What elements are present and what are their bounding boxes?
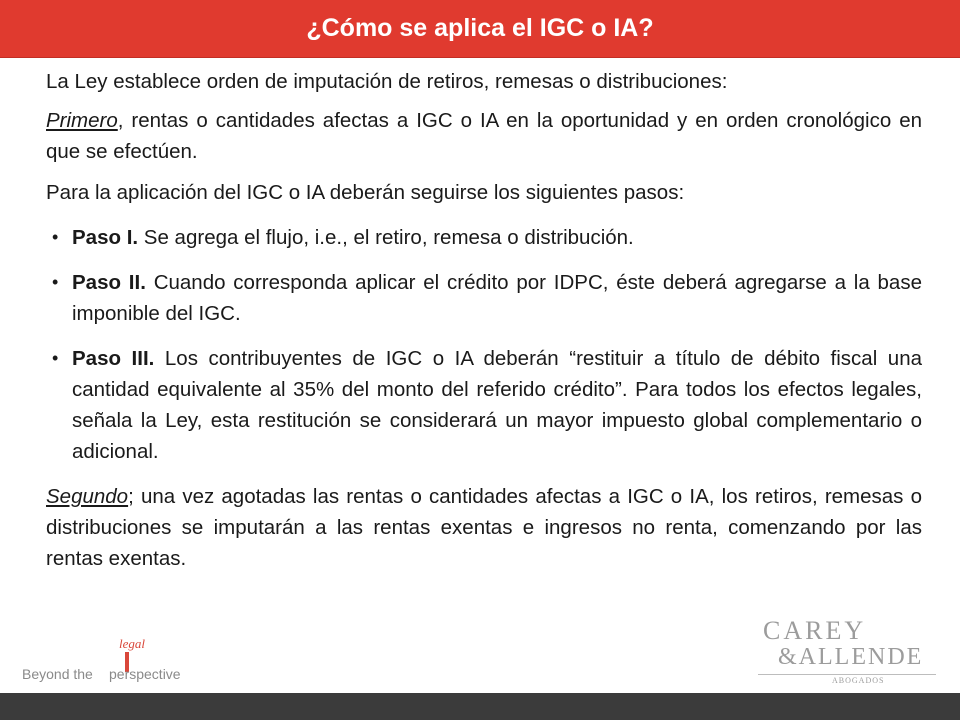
intro-paragraph: La Ley establece orden de imputación de retiros, remesas o distribuciones: <box>46 70 728 93</box>
firm-name-line2: &ALLENDE <box>778 644 924 670</box>
tagline-legal: legal <box>119 636 145 651</box>
bullet-icon: • <box>52 272 59 292</box>
first-label: Primero <box>46 109 118 132</box>
page-title: ¿Cómo se aplica el IGC o IA? <box>306 14 654 42</box>
tagline-right: perspective <box>109 666 181 682</box>
tagline-left: Beyond the <box>22 666 93 682</box>
first-paragraph <box>46 105 922 167</box>
slide-content <box>46 66 922 584</box>
bullet-icon: • <box>52 348 59 368</box>
first-text: , rentas o cantidades afectas a IGC o IA en la oportunidad y en orden cronológico en que se efectúen. <box>46 109 922 163</box>
step-label: Paso I. <box>72 226 139 249</box>
step-text: Los contribuyentes de IGC o IA deberán “restituir a título de débito fiscal una cantidad equivalente al 35% del monto del referido crédito”. Para todos los efectos legales, señala la Ley, esta restitución se considerará un mayor impuesto global complementario o adicional. <box>72 347 922 463</box>
second-label: Segundo <box>46 485 129 508</box>
firm-logo <box>758 616 948 685</box>
bottom-bar <box>0 693 960 720</box>
step-label: Paso III. <box>72 347 155 370</box>
list-item <box>46 222 922 253</box>
firm-divider <box>758 674 936 675</box>
steps-intro: Para la aplicación del IGC o IA deberán seguirse los siguientes pasos: <box>46 181 685 204</box>
second-paragraph <box>46 481 922 574</box>
firm-subtitle: ABOGADOS <box>828 676 888 685</box>
step-text: Cuando corresponda aplicar el crédito por IDPC, éste deberá agregarse a la base imponible del IGC. <box>72 271 922 325</box>
second-text: ; una vez agotadas las rentas o cantidades afectas a IGC o IA, los retiros, remesas o distribuciones se imputarán a las rentas exentas e ingresos no renta, comenzando por las rentas exentas. <box>46 485 922 570</box>
bullet-icon: • <box>52 227 59 247</box>
title-bar <box>0 0 960 58</box>
firm-name-line1: CAREY <box>763 616 867 645</box>
steps-list <box>46 222 922 467</box>
tagline-text <box>22 666 181 682</box>
list-item <box>46 267 922 329</box>
list-item <box>46 343 922 467</box>
step-text: Se agrega el flujo, i.e., el retiro, remesa o distribución. <box>138 226 634 249</box>
tagline-logo <box>22 636 212 686</box>
step-label: Paso II. <box>72 271 146 294</box>
